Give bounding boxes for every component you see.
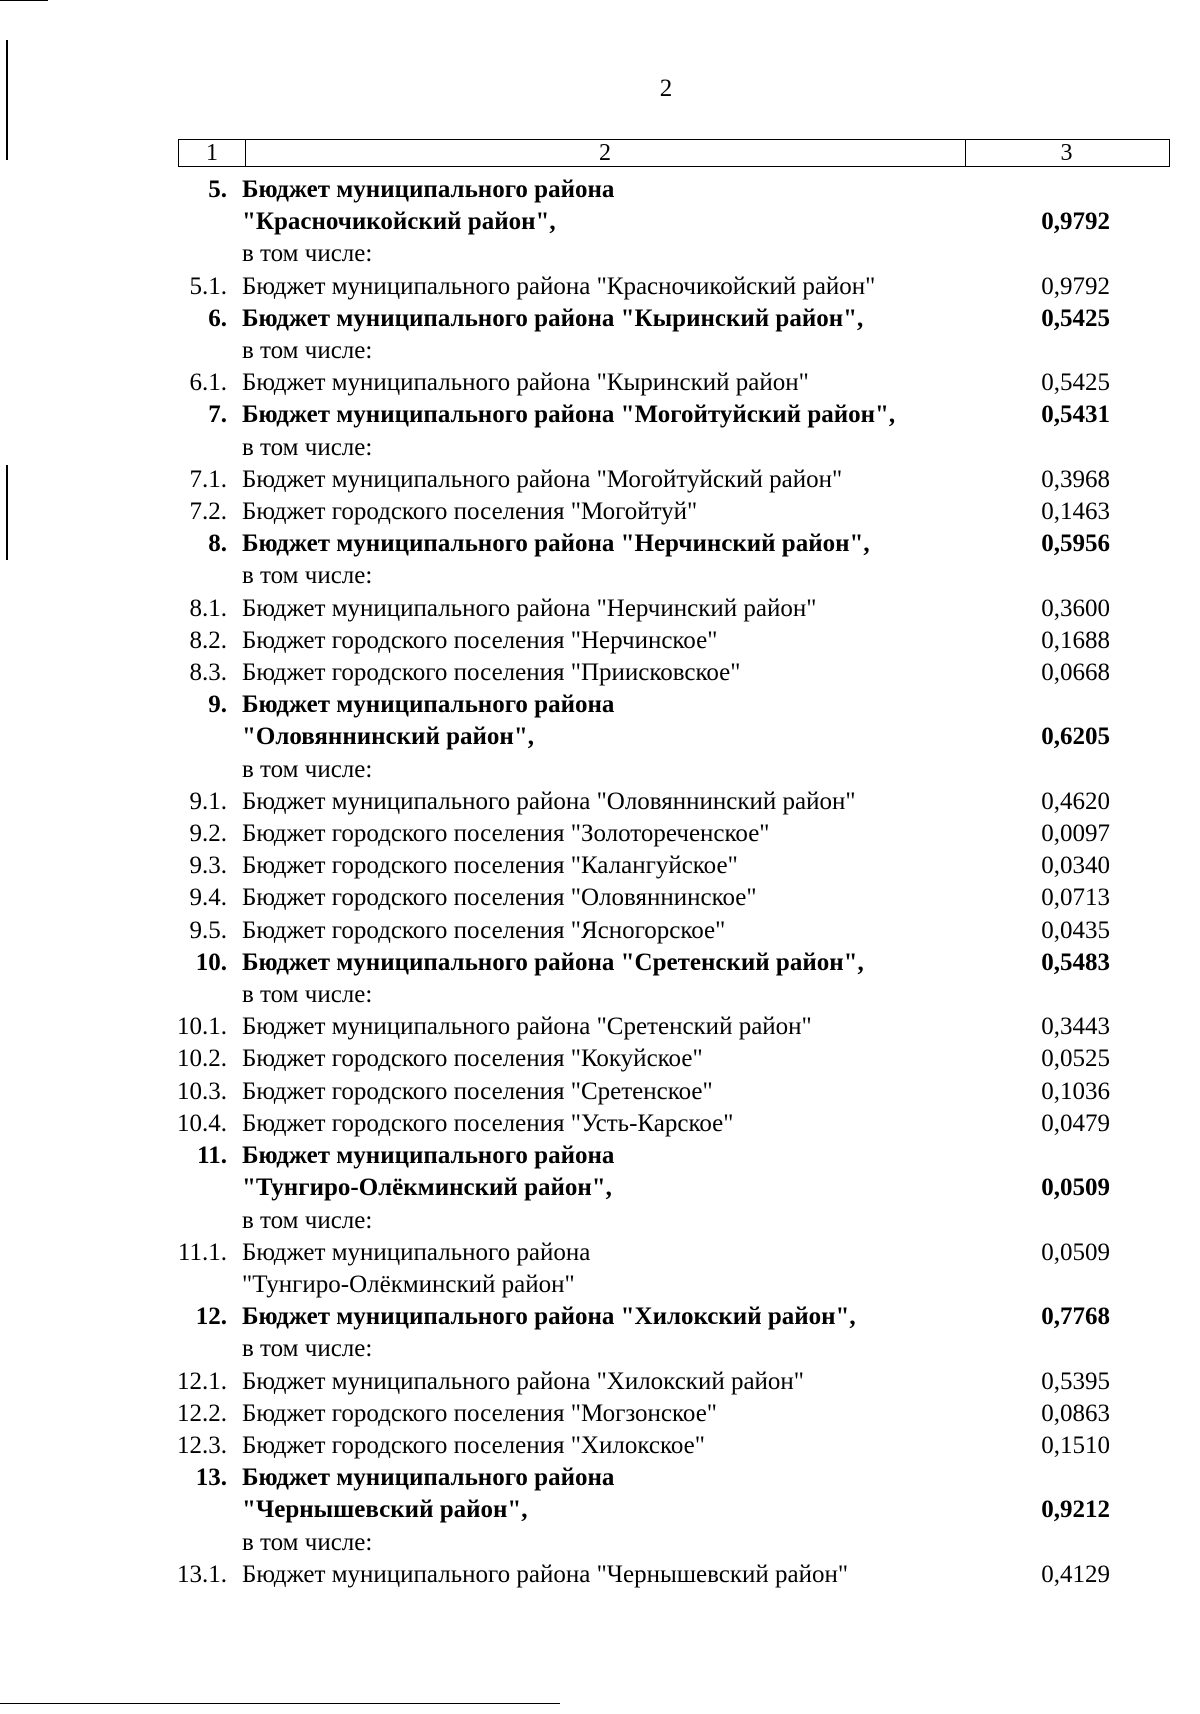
row-name <box>242 335 1042 367</box>
row-value: 0,1510 <box>1041 1431 1110 1459</box>
row-name-line: Бюджет муниципального района "Кыринский район" <box>242 369 809 397</box>
row-number: 9.4. <box>189 884 227 912</box>
row-name-line: в том числе: <box>242 562 373 590</box>
row-name-line: Бюджет городского поселения "Калангуйское" <box>242 852 738 880</box>
row-name-line: в том числе: <box>242 433 373 461</box>
table-row <box>170 238 1110 270</box>
row-number: 10.4. <box>177 1109 227 1137</box>
table-row <box>170 1366 1110 1398</box>
table-row <box>170 367 1110 399</box>
row-name <box>242 818 1042 850</box>
row-number: 8.1. <box>189 594 227 622</box>
row-number: 7.2. <box>189 498 227 526</box>
row-name-line: Бюджет городского поселения "Могойтуй" <box>242 498 698 526</box>
table-row <box>170 1559 1110 1591</box>
row-number: 9.5. <box>189 916 227 944</box>
row-name <box>242 850 1042 882</box>
row-name <box>242 786 1042 818</box>
row-number: 10.1. <box>177 1013 227 1041</box>
row-name <box>242 1366 1042 1398</box>
row-name <box>242 1559 1042 1591</box>
table-row <box>170 915 1110 947</box>
table-row <box>170 528 1110 560</box>
row-name-line: Бюджет муниципального района "Чернышевский район" <box>242 1560 849 1588</box>
row-number: 7. <box>208 401 227 429</box>
row-value: 0,5395 <box>1041 1367 1110 1395</box>
row-name-line: Бюджет муниципального района "Оловяннинский район" <box>242 787 856 815</box>
row-name-line: Бюджет муниципального района "Нерчинский район", <box>242 530 870 558</box>
table-row <box>170 1237 1110 1301</box>
row-value: 0,3968 <box>1041 465 1110 493</box>
row-number: 5.1. <box>189 272 227 300</box>
row-value: 0,0479 <box>1041 1109 1110 1137</box>
table-row <box>170 174 1110 238</box>
row-name <box>242 1108 1042 1140</box>
row-name <box>242 593 1042 625</box>
row-name-line: Бюджет муниципального района <box>242 1142 615 1170</box>
row-name-line: "Оловяннинский район", <box>242 723 534 751</box>
row-name-line: Бюджет муниципального района "Красночикойский район" <box>242 272 876 300</box>
row-value: 0,4620 <box>1041 787 1110 815</box>
table-row <box>170 1527 1110 1559</box>
row-name-line: Бюджет городского поселения "Кокуйское" <box>242 1045 703 1073</box>
row-value: 0,9212 <box>1041 1496 1110 1524</box>
table-row <box>170 1108 1110 1140</box>
row-number: 7.1. <box>189 465 227 493</box>
row-name-line: Бюджет муниципального района "Кыринский район", <box>242 304 864 332</box>
row-number: 8.2. <box>189 626 227 654</box>
table-row <box>170 882 1110 914</box>
row-number: 13.1. <box>177 1560 227 1588</box>
row-name-line: Бюджет муниципального района "Хилокский район" <box>242 1367 805 1395</box>
row-value: 0,1688 <box>1041 626 1110 654</box>
table-row <box>170 1043 1110 1075</box>
scan-artifact-line <box>6 465 8 560</box>
row-name-line: Бюджет муниципального района <box>242 1238 591 1266</box>
row-name-line: "Чернышевский район", <box>242 1496 528 1524</box>
row-value: 0,9792 <box>1041 272 1110 300</box>
row-name <box>242 1301 1042 1333</box>
table-row <box>170 335 1110 367</box>
table-row <box>170 625 1110 657</box>
table-row <box>170 560 1110 592</box>
row-name-line: Бюджет городского поселения "Сретенское" <box>242 1077 713 1105</box>
row-name-line: Бюджет муниципального района "Нерчинский район" <box>242 594 817 622</box>
row-value: 0,0097 <box>1041 820 1110 848</box>
table-row <box>170 1462 1110 1526</box>
row-value: 0,6205 <box>1041 723 1110 751</box>
row-name-line: в том числе: <box>242 337 373 365</box>
header-col-2: 2 <box>245 140 966 166</box>
row-number: 12. <box>195 1303 227 1331</box>
row-name <box>242 303 1042 335</box>
row-value: 0,0668 <box>1041 659 1110 687</box>
row-value: 0,3443 <box>1041 1013 1110 1041</box>
table-row <box>170 593 1110 625</box>
row-name <box>242 1011 1042 1043</box>
table-row <box>170 1333 1110 1365</box>
row-name <box>242 625 1042 657</box>
row-name-line: Бюджет муниципального района <box>242 1464 615 1492</box>
row-name-line: "Тунгиро-Олёкминский район", <box>242 1174 612 1202</box>
row-name <box>242 1430 1042 1462</box>
row-value: 0,5483 <box>1041 948 1110 976</box>
row-value: 0,1463 <box>1041 498 1110 526</box>
row-number: 9.3. <box>189 852 227 880</box>
row-name <box>242 528 1042 560</box>
row-number: 6.1. <box>189 369 227 397</box>
table-row <box>170 657 1110 689</box>
row-value: 0,0863 <box>1041 1399 1110 1427</box>
row-name-line: Бюджет городского поселения "Оловяннинское" <box>242 884 757 912</box>
row-name <box>242 657 1042 689</box>
page-number: 2 <box>659 75 673 102</box>
row-name-line: в том числе: <box>242 755 373 783</box>
row-value: 0,5425 <box>1041 304 1110 332</box>
row-name-line: в том числе: <box>242 1206 373 1234</box>
table-row <box>170 1430 1110 1462</box>
row-name-line: Бюджет городского поселения "Золотореченское" <box>242 820 770 848</box>
row-name-line: Бюджет городского поселения "Могзонское" <box>242 1399 718 1427</box>
row-name <box>242 367 1042 399</box>
scan-artifact-line <box>0 0 48 1</box>
table-header <box>178 139 1170 167</box>
row-name-line: в том числе: <box>242 240 373 268</box>
table-row <box>170 689 1110 753</box>
row-value: 0,0509 <box>1041 1174 1110 1202</box>
row-name <box>242 1043 1042 1075</box>
row-name <box>242 496 1042 528</box>
row-name <box>242 1527 1042 1559</box>
table-row <box>170 303 1110 335</box>
row-name-line: "Красночикойский район", <box>242 208 556 236</box>
table-row <box>170 754 1110 786</box>
row-name-line: Бюджет муниципального района <box>242 176 615 203</box>
row-name-line: Бюджет муниципального района "Могойтуйский район" <box>242 465 843 493</box>
header-col-3: 3 <box>1060 140 1073 166</box>
row-name-line: Бюджет муниципального района "Сретенский район", <box>242 948 864 976</box>
budget-table-body <box>170 174 1110 1591</box>
row-name <box>242 689 1042 753</box>
table-row <box>170 432 1110 464</box>
row-value: 0,0525 <box>1041 1045 1110 1073</box>
row-name-line: Бюджет городского поселения "Нерчинское" <box>242 626 718 654</box>
row-number: 8.3. <box>189 659 227 687</box>
row-name-line: Бюджет муниципального района "Хилокский район", <box>242 1303 856 1331</box>
row-name <box>242 1076 1042 1108</box>
table-row <box>170 850 1110 882</box>
row-name-line: Бюджет муниципального района "Могойтуйский район", <box>242 401 896 429</box>
table-row <box>170 1205 1110 1237</box>
table-row <box>170 399 1110 431</box>
row-value: 0,5956 <box>1041 530 1110 558</box>
row-number: 12.3. <box>177 1431 227 1459</box>
table-row <box>170 979 1110 1011</box>
row-number: 11.1. <box>177 1238 227 1266</box>
row-value: 0,3600 <box>1041 594 1110 622</box>
row-number: 13. <box>195 1464 227 1492</box>
row-name <box>242 1237 1042 1301</box>
row-number: 12.2. <box>177 1399 227 1427</box>
row-name <box>242 1140 1042 1204</box>
row-name <box>242 1398 1042 1430</box>
row-name <box>242 754 1042 786</box>
row-name-line: "Тунгиро-Олёкминский район" <box>242 1270 575 1298</box>
row-name-line: Бюджет муниципального района "Сретенский район" <box>242 1013 812 1041</box>
table-row <box>170 496 1110 528</box>
row-number: 12.1. <box>177 1367 227 1395</box>
row-name <box>242 432 1042 464</box>
row-number: 10. <box>195 948 227 976</box>
header-col-1: 1 <box>179 140 246 166</box>
row-name <box>242 560 1042 592</box>
row-number: 10.3. <box>177 1077 227 1105</box>
table-row <box>170 1140 1110 1204</box>
table-row <box>170 947 1110 979</box>
row-number: 9.1. <box>189 787 227 815</box>
row-value: 0,0509 <box>1041 1238 1110 1266</box>
row-name-line: в том числе: <box>242 981 373 1009</box>
row-name-line: Бюджет муниципального района <box>242 691 615 719</box>
row-name-line: Бюджет городского поселения "Усть-Карское" <box>242 1109 734 1137</box>
row-value: 0,1036 <box>1041 1077 1110 1105</box>
row-value: 0,7768 <box>1041 1303 1110 1331</box>
table-row <box>170 271 1110 303</box>
row-name <box>242 947 1042 979</box>
row-name-line: Бюджет городского поселения "Хилокское" <box>242 1431 705 1459</box>
table-row <box>170 1011 1110 1043</box>
row-name-line: Бюджет городского поселения "Ясногорское" <box>242 916 726 944</box>
row-value: 0,9792 <box>1041 208 1110 236</box>
row-number: 6. <box>208 304 227 332</box>
row-name <box>242 1462 1042 1526</box>
row-name-line: в том числе: <box>242 1528 373 1556</box>
scan-artifact-line <box>0 1703 560 1704</box>
row-value: 0,4129 <box>1041 1560 1110 1588</box>
row-name <box>242 238 1042 270</box>
row-name <box>242 1333 1042 1365</box>
row-name <box>242 271 1042 303</box>
row-value: 0,5431 <box>1041 401 1110 429</box>
row-name <box>242 399 1042 431</box>
table-row <box>170 818 1110 850</box>
row-number: 11. <box>197 1142 227 1170</box>
row-number: 8. <box>208 530 227 558</box>
row-value: 0,0713 <box>1041 884 1110 912</box>
row-value: 0,0435 <box>1041 916 1110 944</box>
row-name <box>242 1205 1042 1237</box>
table-row <box>170 786 1110 818</box>
row-number: 5. <box>208 176 227 203</box>
table-row <box>170 1301 1110 1333</box>
row-number: 10.2. <box>177 1045 227 1073</box>
row-name <box>242 882 1042 914</box>
row-name <box>242 174 1042 238</box>
row-number: 9. <box>208 691 227 719</box>
row-value: 0,0340 <box>1041 852 1110 880</box>
table-row <box>170 1076 1110 1108</box>
table-row <box>170 464 1110 496</box>
table-row <box>170 1398 1110 1430</box>
row-name <box>242 979 1042 1011</box>
row-number: 9.2. <box>189 820 227 848</box>
row-name-line: Бюджет городского поселения "Приисковское" <box>242 659 741 687</box>
row-name <box>242 464 1042 496</box>
row-name-line: в том числе: <box>242 1335 373 1363</box>
row-name <box>242 915 1042 947</box>
row-value: 0,5425 <box>1041 369 1110 397</box>
